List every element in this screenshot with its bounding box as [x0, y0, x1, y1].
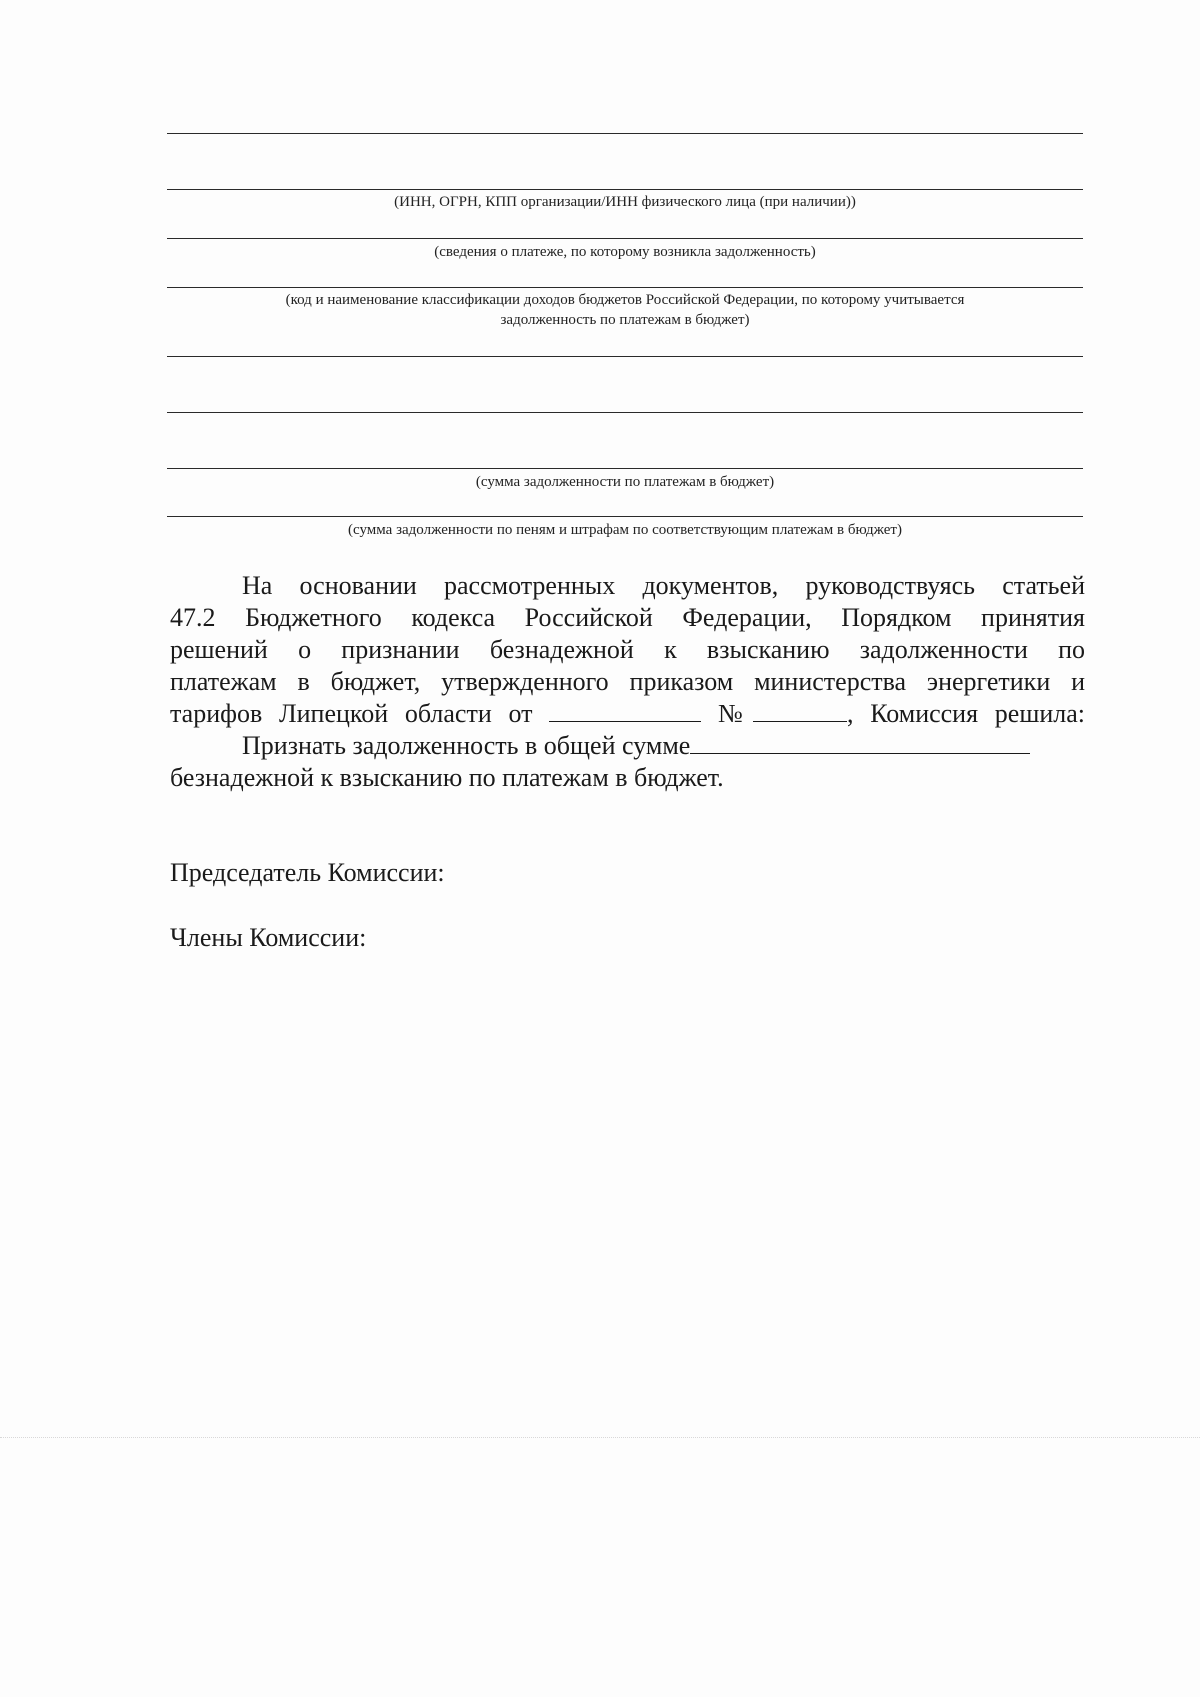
members-label: Члены Комиссии:: [170, 923, 367, 952]
blank-line-payment: [167, 238, 1083, 239]
decision-line-6-text: Признать задолженность в общей сумме: [242, 731, 691, 760]
blank-line-3: [167, 412, 1083, 413]
blank-line-2: [167, 356, 1083, 357]
order-date-blank: [549, 699, 701, 722]
total-sum-blank: [690, 731, 1030, 754]
decision-paragraph: [170, 570, 1085, 794]
caption-classification-line-1: (код и наименование классификации доходов бюджетов Российской Федерации, по которому учитывается: [285, 292, 965, 308]
decision-line-1: На основании рассмотренных документов, руководствуясь статьей: [242, 571, 1085, 600]
caption-penalty-sum: (сумма задолженности по пеням и штрафам по соответствующим платежам в бюджет): [348, 522, 902, 538]
blank-line-inn: [167, 189, 1083, 190]
chairman-label: Председатель Комиссии:: [170, 858, 445, 887]
decision-line-5: [170, 698, 1085, 730]
decision-line-3: решений о признании безнадежной к взысканию задолженности по: [170, 635, 1085, 664]
blank-line-1: [167, 133, 1083, 134]
decision-line-7: безнадежной к взысканию по платежам в бюджет.: [170, 763, 724, 792]
blank-line-classification: [167, 287, 1083, 288]
order-number-blank: [753, 699, 847, 722]
decision-line-4: платежам в бюджет, утвержденного приказом министерства энергетики и: [170, 667, 1085, 696]
decision-line-2: 47.2 Бюджетного кодекса Российской Федерации, Порядком принятия: [170, 603, 1085, 632]
scan-artifact-line: [0, 1437, 1200, 1438]
decision-line-5-no: №: [717, 699, 753, 728]
caption-payment: (сведения о платеже, по которому возникла задолженность): [434, 244, 816, 260]
blank-line-debt-sum: [167, 468, 1083, 469]
caption-inn: (ИНН, ОГРН, КПП организации/ИНН физического лица (при наличии)): [394, 194, 856, 210]
caption-debt-sum: (сумма задолженности по платежам в бюджет): [475, 474, 775, 490]
caption-classification-line-2: задолженность по платежам в бюджет): [500, 312, 750, 328]
blank-line-penalty-sum: [167, 516, 1083, 517]
decision-line-6: [170, 730, 1085, 762]
decision-line-5-end: , Комиссия решила:: [846, 699, 1085, 728]
decision-line-5-start: тарифов Липецкой области от: [170, 699, 533, 728]
